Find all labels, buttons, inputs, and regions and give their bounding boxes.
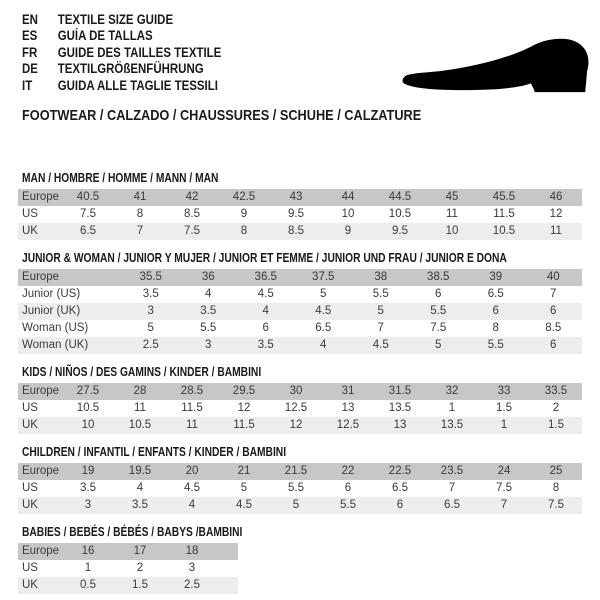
shoe-icon [398, 32, 594, 96]
table-header-row [18, 543, 238, 560]
size-value: 6.5 [315, 322, 332, 334]
row-label: Junior (UK) [22, 305, 81, 317]
size-value: 3 [147, 305, 154, 317]
size-value: 4.5 [184, 482, 200, 494]
language-row [22, 61, 221, 77]
size-table-kids [18, 383, 582, 434]
language-row [22, 28, 221, 44]
table-row [18, 223, 582, 240]
size-value: 8 [136, 208, 144, 220]
size-value: 4 [188, 499, 196, 511]
size-value: 13.5 [440, 419, 464, 431]
size-value: 8.5 [288, 225, 304, 237]
size-value: 20 [185, 465, 199, 477]
size-value: 11.5 [233, 419, 255, 431]
size-value: 30 [289, 385, 303, 397]
size-value: 6 [435, 288, 442, 300]
table-row [18, 337, 582, 354]
size-value: 40.5 [76, 191, 100, 203]
language-row [22, 12, 221, 28]
size-value: 5 [147, 322, 154, 334]
size-value: 6 [550, 305, 557, 317]
table-header-row [18, 189, 582, 206]
language-name: TEXTILGRÖßENFÜHRUNG [57, 61, 204, 77]
row-label: UK [22, 579, 38, 591]
size-value: 4 [262, 305, 269, 317]
table-row [18, 480, 582, 497]
size-value: 46 [549, 191, 563, 203]
table-row [18, 417, 582, 434]
size-value: 5.5 [487, 339, 504, 351]
size-value: 27.5 [76, 385, 100, 397]
language-code: DE [22, 61, 38, 77]
size-value: 10.5 [76, 402, 100, 414]
size-value: 2.5 [142, 339, 159, 351]
size-value: 5 [320, 288, 327, 300]
size-value: 38.5 [427, 271, 450, 283]
size-value: 6.5 [392, 482, 408, 494]
size-value: 37.5 [312, 271, 335, 283]
size-value: 3 [205, 339, 212, 351]
table-row [18, 206, 582, 223]
row-label: Woman (US) [22, 322, 89, 334]
size-value: 19 [81, 465, 95, 477]
row-label: Europe [22, 545, 60, 557]
table-row [18, 560, 238, 577]
size-value: 31.5 [388, 385, 412, 397]
size-value: 36 [201, 271, 215, 283]
size-value: 5.5 [372, 288, 389, 300]
section-man [18, 171, 582, 240]
section-junior-woman [18, 251, 582, 354]
size-value: 13 [393, 419, 407, 431]
row-label: US [22, 208, 38, 220]
size-value: 7 [448, 482, 456, 494]
language-list [22, 12, 257, 94]
size-value: 18 [185, 545, 199, 557]
language-name: GUÍA DE TALLAS [57, 28, 153, 44]
size-value: 7 [550, 288, 557, 300]
size-value: 7 [136, 225, 144, 237]
size-value: 42.5 [232, 191, 256, 203]
row-label: Europe [22, 385, 60, 397]
size-value: 28 [133, 385, 147, 397]
size-value: 6 [344, 482, 352, 494]
size-value: 10.5 [128, 419, 152, 431]
size-value: 3 [188, 562, 196, 574]
size-value: 13 [341, 402, 355, 414]
row-label: Junior (US) [22, 288, 81, 300]
category-title: FOOTWEAR / CALZADO / CHAUSSURES / SCHUHE / CALZATURE [22, 107, 422, 124]
size-value: 43 [289, 191, 303, 203]
size-value: 35.5 [139, 271, 162, 283]
size-table-babies [18, 543, 238, 594]
table-header-row [18, 383, 582, 400]
size-value: 2 [552, 402, 560, 414]
table-row [18, 320, 582, 337]
size-value: 44.5 [388, 191, 412, 203]
size-value: 11.5 [493, 208, 515, 220]
size-value: 19.5 [128, 465, 152, 477]
size-value: 4 [320, 339, 327, 351]
size-value: 13.5 [388, 402, 412, 414]
size-value: 5 [435, 339, 442, 351]
size-value: 7 [500, 499, 508, 511]
language-name: GUIDA ALLE TAGLIE TESSILI [57, 77, 218, 93]
size-value: 6.5 [80, 225, 96, 237]
section-kids [18, 365, 582, 434]
size-value: 29.5 [232, 385, 256, 397]
size-value: 5 [292, 499, 300, 511]
row-label: US [22, 402, 38, 414]
size-value: 4 [205, 288, 212, 300]
language-code: EN [22, 12, 38, 27]
size-value: 36.5 [254, 271, 277, 283]
size-table-man [18, 189, 582, 240]
row-label: Europe [22, 271, 60, 283]
size-value: 10.5 [492, 225, 516, 237]
size-value: 39 [489, 271, 503, 283]
size-value: 8 [492, 322, 499, 334]
row-label: Europe [22, 191, 60, 203]
size-value: 6 [396, 499, 404, 511]
size-value: 7.5 [496, 482, 512, 494]
size-value: 5.5 [200, 322, 217, 334]
size-value: 12 [237, 402, 251, 414]
size-value: 4.5 [372, 339, 389, 351]
size-value: 0.5 [80, 579, 96, 591]
size-value: 11 [446, 208, 458, 220]
size-value: 10.5 [388, 208, 412, 220]
size-value: 33 [497, 385, 511, 397]
size-value: 3.5 [132, 499, 148, 511]
size-value: 6 [262, 322, 269, 334]
size-value: 28.5 [180, 385, 204, 397]
size-tables [18, 171, 582, 594]
size-value: 25 [549, 465, 563, 477]
size-value: 7.5 [184, 225, 200, 237]
size-value: 1.5 [548, 419, 564, 431]
size-value: 21 [237, 465, 251, 477]
size-value: 23.5 [440, 465, 464, 477]
size-table-children [18, 463, 582, 514]
size-value: 5.5 [430, 305, 447, 317]
size-value: 9.5 [392, 225, 408, 237]
size-value: 3.5 [142, 288, 159, 300]
size-value: 3.5 [80, 482, 96, 494]
size-value: 32 [445, 385, 459, 397]
section-title-babies: BABIES / BEBÉS / BÉBÉS / BABYS /BAMBINI [22, 525, 243, 539]
size-value: 8 [240, 225, 248, 237]
size-value: 45.5 [492, 191, 516, 203]
size-value: 1.5 [132, 579, 148, 591]
size-value: 2.5 [184, 579, 200, 591]
size-value: 5 [377, 305, 384, 317]
size-value: 2 [136, 562, 144, 574]
section-title-kids: KIDS / NIÑOS / DES GAMINS / KINDER / BAMBINI [22, 365, 262, 379]
size-value: 6.5 [487, 288, 504, 300]
section-title-children: CHILDREN / INFANTIL / ENFANTS / KINDER / BAMBINI [22, 445, 287, 459]
size-value: 6.5 [444, 499, 460, 511]
row-label: Europe [22, 465, 60, 477]
table-header-row [18, 269, 582, 286]
row-label: UK [22, 499, 38, 511]
size-value: 3.5 [257, 339, 274, 351]
size-value: 44 [341, 191, 355, 203]
size-value: 38 [374, 271, 388, 283]
size-value: 8.5 [545, 322, 562, 334]
size-value: 8 [552, 482, 560, 494]
table-header-row [18, 463, 582, 480]
size-value: 5.5 [288, 482, 304, 494]
size-value: 4.5 [236, 499, 252, 511]
size-value: 17 [133, 545, 147, 557]
size-value: 1 [500, 419, 508, 431]
size-value: 4.5 [315, 305, 332, 317]
size-value: 3.5 [200, 305, 217, 317]
size-value: 40 [546, 271, 560, 283]
row-label: UK [22, 225, 38, 237]
size-value: 5 [240, 482, 248, 494]
size-value: 9.5 [288, 208, 304, 220]
size-value: 7.5 [430, 322, 447, 334]
size-value: 42 [185, 191, 199, 203]
section-title-junior-woman: JUNIOR & WOMAN / JUNIOR Y MUJER / JUNIOR ET FEMME / JUNIOR UND FRAU / JUNIOR E DONA [22, 251, 507, 265]
section-babies [18, 525, 582, 594]
size-value: 10 [445, 225, 459, 237]
table-row [18, 303, 582, 320]
language-row [22, 78, 221, 94]
size-value: 7 [377, 322, 384, 334]
size-value: 24 [497, 465, 511, 477]
section-title-man: MAN / HOMBRE / HOMME / MANN / MAN [22, 171, 219, 185]
size-value: 22 [341, 465, 355, 477]
table-row [18, 400, 582, 417]
language-name: GUIDE DES TAILLES TEXTILE [57, 44, 222, 60]
size-value: 11 [550, 225, 562, 237]
row-label: US [22, 482, 38, 494]
size-value: 10 [341, 208, 355, 220]
size-value: 6 [550, 339, 557, 351]
language-code: FR [22, 44, 38, 60]
table-row [18, 286, 582, 303]
size-value: 12.5 [284, 402, 308, 414]
size-value: 9 [344, 225, 352, 237]
size-value: 7.5 [548, 499, 564, 511]
size-value: 7.5 [80, 208, 96, 220]
size-value: 10 [81, 419, 95, 431]
size-value: 4 [136, 482, 144, 494]
size-value: 33.5 [544, 385, 568, 397]
size-value: 6 [492, 305, 499, 317]
size-value: 4.5 [257, 288, 274, 300]
row-label: Woman (UK) [22, 339, 89, 351]
size-value: 1 [84, 562, 92, 574]
size-value: 21.5 [284, 465, 308, 477]
size-value: 12 [549, 208, 563, 220]
size-value: 12 [289, 419, 303, 431]
size-value: 3 [84, 499, 92, 511]
size-value: 11.5 [181, 402, 203, 414]
language-code: IT [22, 77, 33, 93]
size-value: 1 [448, 402, 456, 414]
language-row [22, 45, 221, 61]
size-value: 8.5 [184, 208, 200, 220]
row-label: US [22, 562, 38, 574]
size-value: 9 [240, 208, 248, 220]
size-value: 11 [134, 402, 146, 414]
table-row [18, 577, 238, 594]
table-row [18, 497, 582, 514]
size-value: 5.5 [340, 499, 356, 511]
size-value: 45 [445, 191, 459, 203]
size-value: 16 [81, 545, 95, 557]
language-code: ES [22, 28, 38, 44]
size-value: 11 [186, 419, 198, 431]
row-label: UK [22, 419, 38, 431]
size-value: 41 [133, 191, 147, 203]
size-value: 1.5 [496, 402, 512, 414]
size-value: 22.5 [388, 465, 412, 477]
section-children [18, 445, 582, 514]
size-value: 12.5 [336, 419, 360, 431]
size-table-junior-woman [18, 269, 582, 354]
size-value: 31 [341, 385, 355, 397]
language-name: TEXTILE SIZE GUIDE [57, 12, 174, 27]
